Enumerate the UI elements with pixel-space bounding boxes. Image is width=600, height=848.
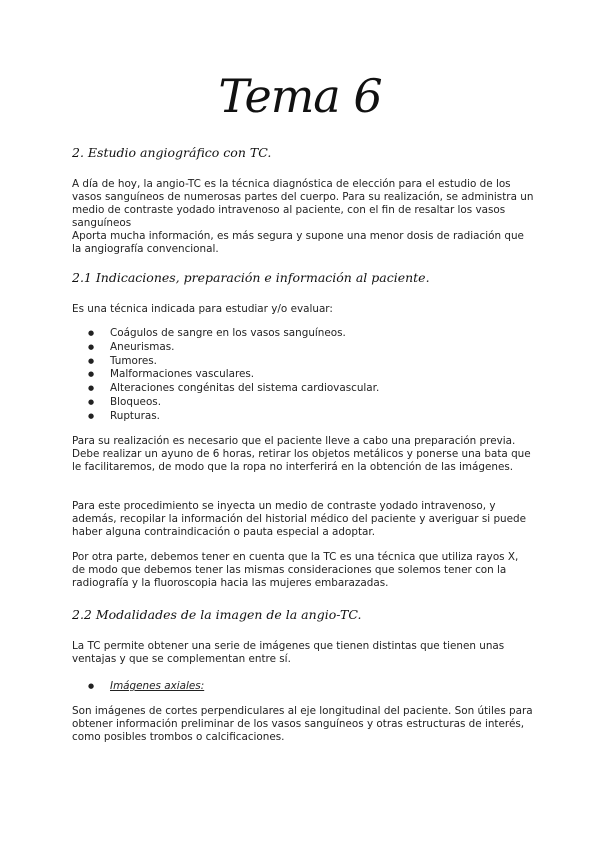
section-2-2-heading: 2.2 Modalidades de la imagen de la angio-TC. (72, 607, 362, 622)
angio-tc-paragraph: A día de hoy, la angio-TC es la técnica diagnóstica de elección para el estudio de los vasos sanguíneos de numerosas partes del cuerpo. Para su realización, se administra un medio de contraste yodado intravenoso al paciente, con el fin de resaltar los vasos sanguíneos (72, 178, 534, 229)
list-item: ● Tumores. (88, 355, 379, 369)
list-item: ● Aneurismas. (88, 341, 379, 355)
procedure-paragraph: Para este procedimiento se inyecta un medio de contraste yodado intravenoso, y además, recopilar la información del historial médico del paciente y averiguar si puede haber alguna contraindicación o pauta especial a adoptar. (72, 500, 527, 538)
radiation-paragraph: Por otra parte, debemos tener en cuenta que la TC es una técnica que utiliza rayos X, de modo que debemos tener las mismas consideraciones que solemos tener con la radiografía y la fluoroscopia hacia las mujeres embarazadas. (72, 551, 519, 589)
list-item: ● Malformaciones vasculares. (88, 368, 379, 382)
axial-images-label: Imágenes axiales: (110, 680, 205, 692)
list-item: ● Rupturas. (88, 410, 379, 424)
benefits-paragraph: Aporta mucha información, es más segura y supone una menor dosis de radiación que la angiografía convencional. (72, 229, 524, 255)
list-item: ● Bloqueos. (88, 396, 379, 410)
list-item: ● Alteraciones congénitas del sistema cardiovascular. (88, 382, 379, 396)
section-2-heading: 2. Estudio angiográfico con TC. (72, 145, 272, 160)
axial-images-bullet (88, 680, 204, 693)
indications-list (88, 327, 379, 424)
preparation-paragraph: Para su realización es necesario que el paciente lleve a cabo una preparación previa. Debe realizar un ayuno de 6 horas, retirar los objetos metálicos y ponerse una bata que le facilitaremos, de modo que la ropa no interferirá en la obtención de las imágenes. (72, 435, 531, 473)
page-title: Tema 6 (218, 69, 382, 123)
modalities-intro: La TC permite obtener una serie de imágenes que tienen distintas que tienen unas ventajas y que se complementan entre sí. (72, 640, 505, 665)
axial-images-paragraph: Son imágenes de cortes perpendiculares al eje longitudinal del paciente. Son útiles para obtener información preliminar de los vasos sanguíneos y otras estructuras de interés, como posibles trombos o calcificaciones. (72, 705, 533, 743)
indications-intro: Es una técnica indicada para estudiar y/o evaluar: (72, 303, 333, 315)
list-item: ● Coágulos de sangre en los vasos sanguíneos. (88, 327, 379, 341)
section-2-1-heading: 2.1 Indicaciones, preparación e información al paciente. (72, 270, 430, 285)
section-2-text (72, 178, 534, 255)
